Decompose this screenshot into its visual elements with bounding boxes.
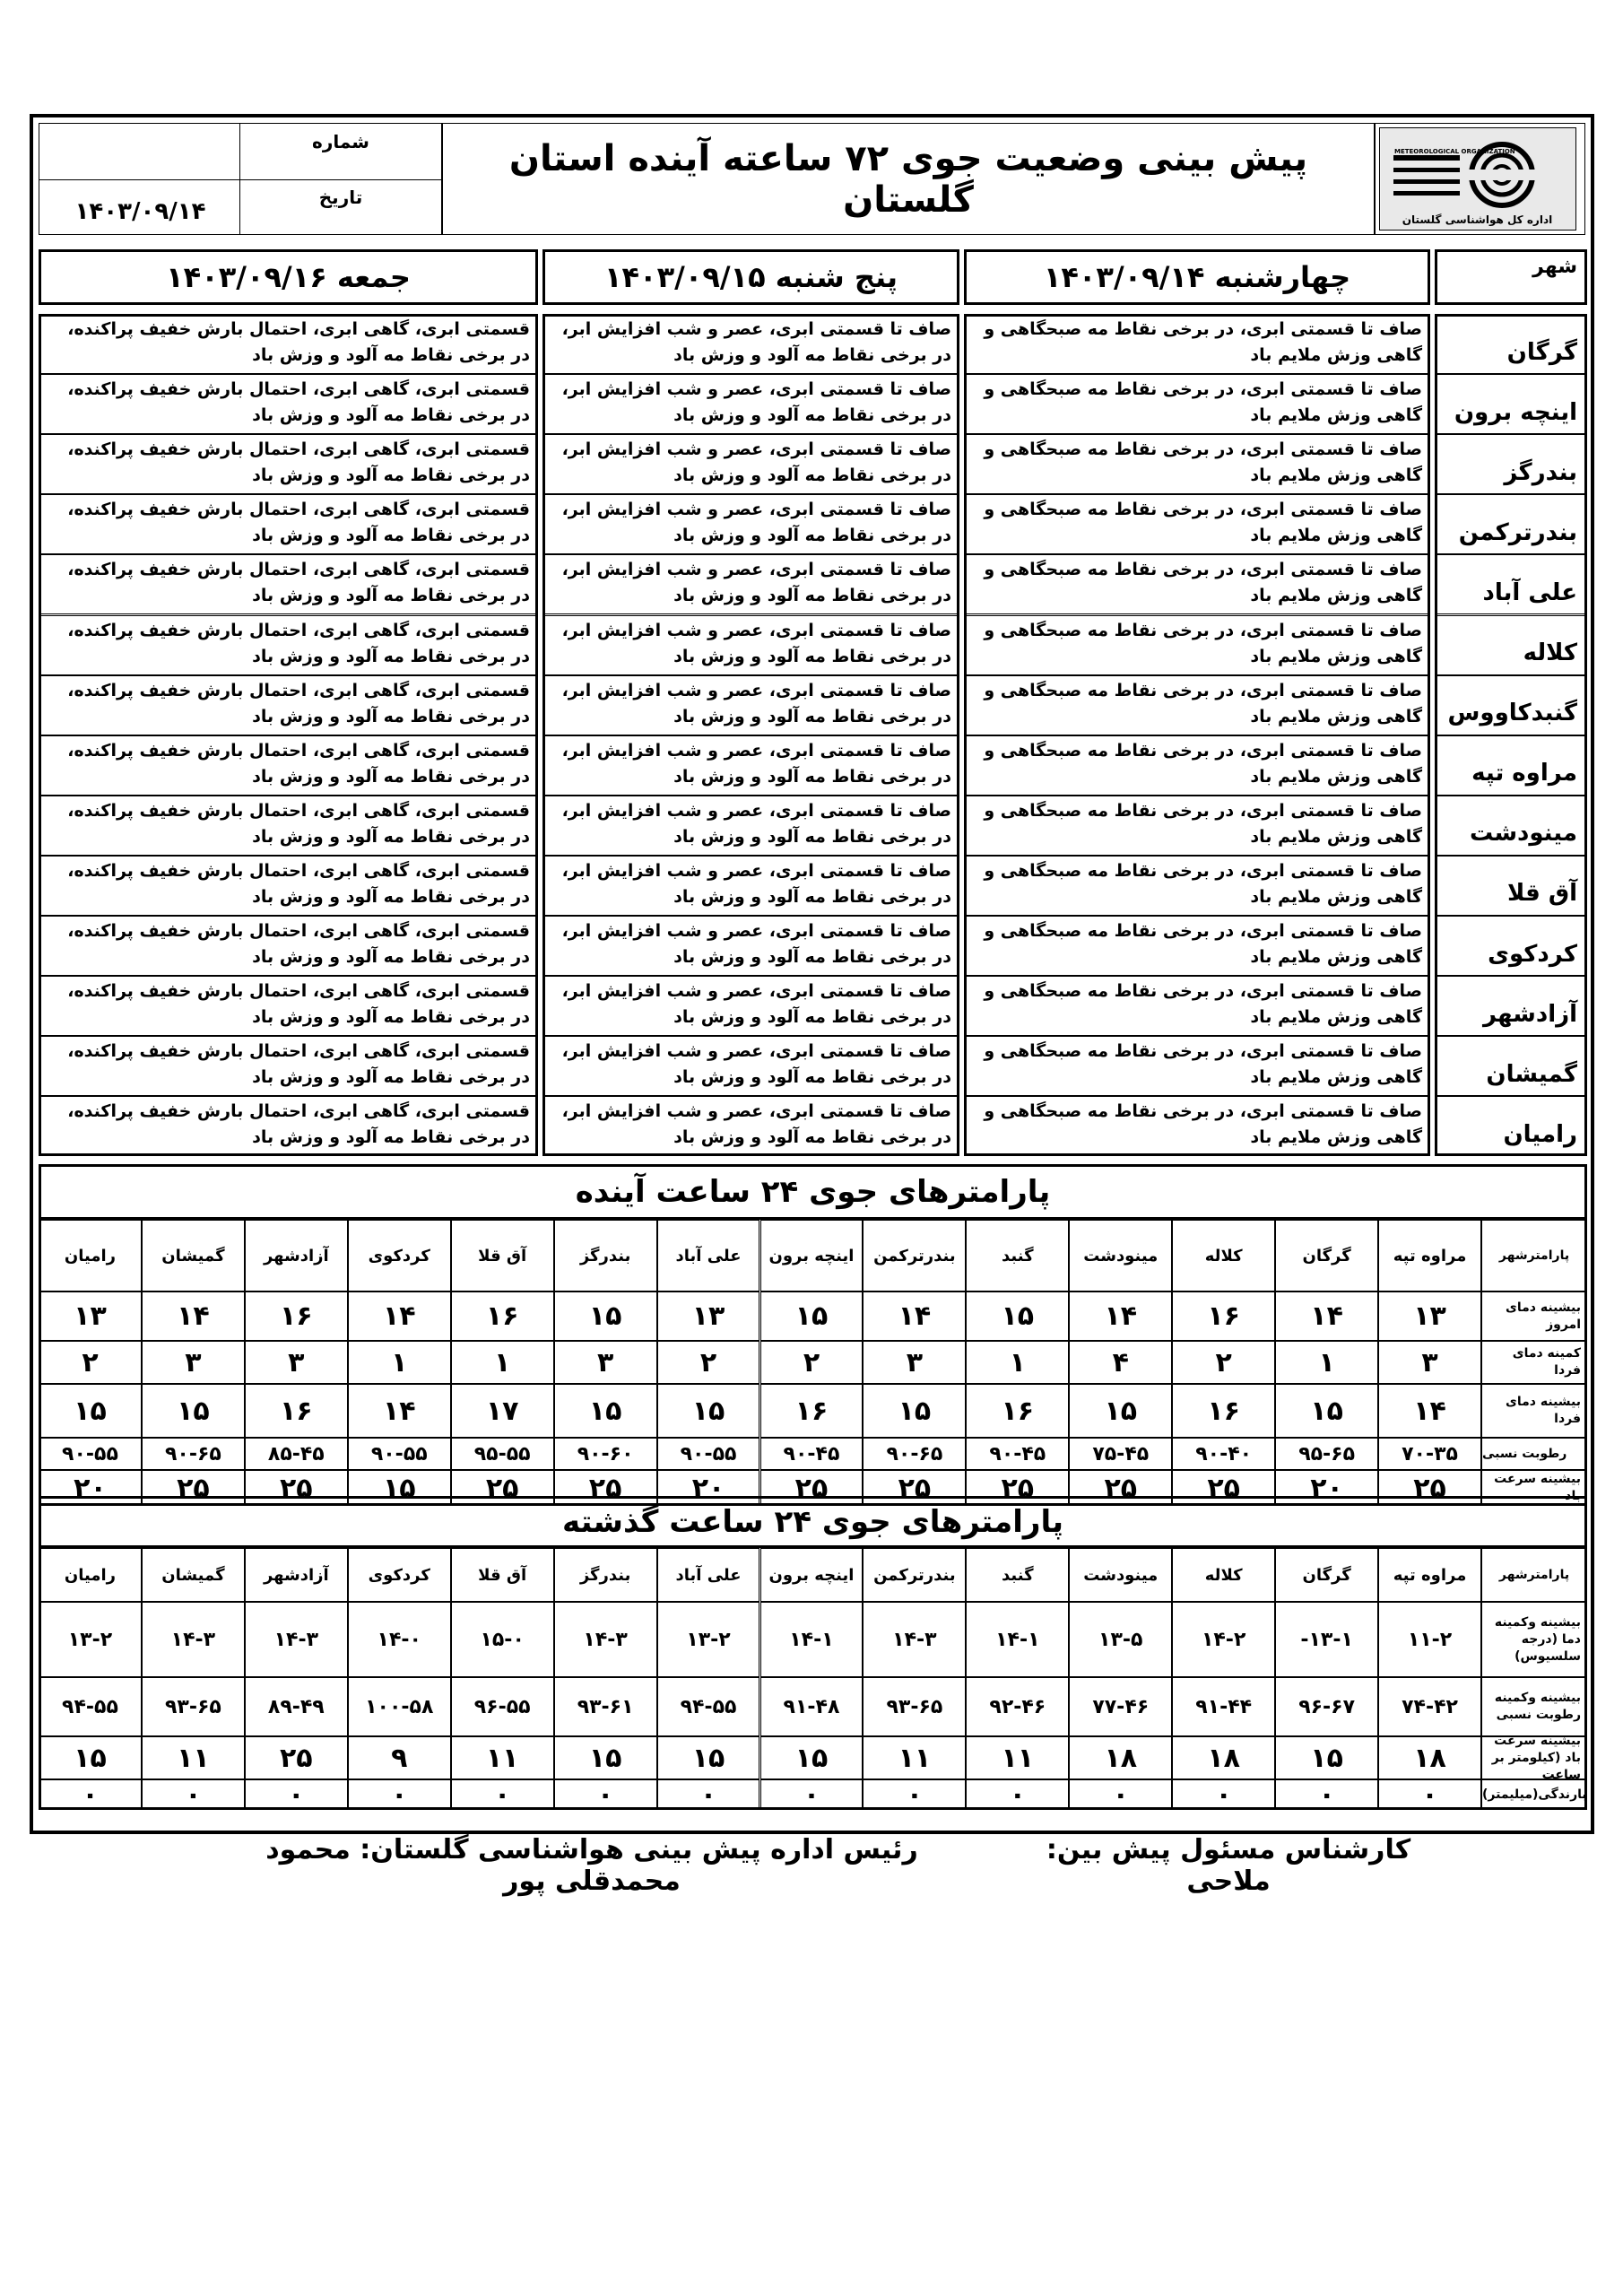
- param-value: ۱۰۰-۵۸: [348, 1677, 451, 1736]
- param-value: ۱۵: [39, 1736, 142, 1779]
- forecast-text: صاف تا قسمتی ابری، در برخی نقاط مه صبحگاهی و گاهی وزش ملایم باد: [964, 916, 1430, 976]
- param-value: ۱۳-۲: [657, 1602, 760, 1677]
- param-value: ۲: [1172, 1341, 1275, 1384]
- param-value: ۹۶-۶۷: [1275, 1677, 1378, 1736]
- param-value: ۱۱: [142, 1736, 245, 1779]
- forecast-text: قسمتی ابری، گاهی ابری، احتمال بارش خفیف پراکنده، در برخی نقاط مه آلود و وزش باد: [39, 554, 538, 614]
- param-value: ۹۶-۵۵: [451, 1677, 554, 1736]
- date-value: ۱۴۰۳/۰۹/۱۴: [74, 198, 206, 225]
- city-header: بندرگز: [554, 1548, 657, 1602]
- param-value: ۱۴-۳: [554, 1602, 657, 1677]
- param-value: ۱۵: [1275, 1384, 1378, 1438]
- city-name: گمیشان: [1435, 1036, 1587, 1096]
- forecast-text: صاف تا قسمتی ابری، در برخی نقاط مه صبحگاهی و گاهی وزش ملایم باد: [964, 434, 1430, 494]
- param-value: ۱۳: [1378, 1292, 1481, 1341]
- param-value: ۱۳: [39, 1292, 142, 1341]
- forecast-text: صاف تا قسمتی ابری، در برخی نقاط مه صبحگاهی و گاهی وزش ملایم باد: [964, 554, 1430, 614]
- date-label: تاریخ: [239, 179, 441, 235]
- city-header: کلاله: [1172, 1220, 1275, 1292]
- forecast-text: صاف تا قسمتی ابری، در برخی نقاط مه صبحگاهی و گاهی وزش ملایم باد: [964, 374, 1430, 434]
- param-value: ۱۵: [39, 1384, 142, 1438]
- param-value: ۲۵: [451, 1470, 554, 1506]
- param-value: ۹۳-۶۱: [554, 1677, 657, 1736]
- param-value: ۱۶: [1172, 1384, 1275, 1438]
- forecast-text: قسمتی ابری، گاهی ابری، احتمال بارش خفیف پراکنده، در برخی نقاط مه آلود و وزش باد: [39, 314, 538, 374]
- city-header: آزادشهر: [245, 1220, 348, 1292]
- head-signature: رئیس اداره پیش بینی هواشناسی گلستان: محمود محمدقلی پور: [265, 1834, 918, 1897]
- forecast-text: صاف تا قسمتی ابری، عصر و شب افزایش ابر، در برخی نقاط مه آلود و وزش باد: [542, 615, 959, 675]
- param-value: ۹۲-۴۶: [966, 1677, 1069, 1736]
- param-value: ۰: [451, 1779, 554, 1810]
- forecast-text: صاف تا قسمتی ابری، عصر و شب افزایش ابر، در برخی نقاط مه آلود و وزش باد: [542, 494, 959, 554]
- logo-org-text: METEOROLOGICAL ORGANIZATION: [1394, 148, 1515, 155]
- forecast-text: صاف تا قسمتی ابری، عصر و شب افزایش ابر، در برخی نقاط مه آلود و وزش باد: [542, 554, 959, 614]
- city-name: گرگان: [1435, 314, 1587, 374]
- logo-caption: اداره کل هواشناسی گلستان: [1402, 213, 1553, 226]
- param-value: ۹: [348, 1736, 451, 1779]
- city-name: بندرترکمن: [1435, 494, 1587, 554]
- page-title: پیش بینی وضعیت جوی ۷۲ ساعته آینده استان گلستان: [442, 123, 1375, 235]
- forecast-text: صاف تا قسمتی ابری، در برخی نقاط مه صبحگاهی و گاهی وزش ملایم باد: [964, 976, 1430, 1036]
- forecast-text: صاف تا قسمتی ابری، عصر و شب افزایش ابر، در برخی نقاط مه آلود و وزش باد: [542, 796, 959, 856]
- param-value: ۳: [863, 1341, 966, 1384]
- forecast-text: صاف تا قسمتی ابری، عصر و شب افزایش ابر، در برخی نقاط مه آلود و وزش باد: [542, 976, 959, 1036]
- param-value: ۲۰: [1275, 1470, 1378, 1506]
- city-name: گنبدکاووس: [1435, 675, 1587, 735]
- param-value: ۸۹-۴۹: [245, 1677, 348, 1736]
- param-value: ۱۴-۰: [348, 1602, 451, 1677]
- city-header: کلاله: [1172, 1548, 1275, 1602]
- day-header: چهارشنبه ۱۴۰۳/۰۹/۱۴: [964, 249, 1430, 305]
- forecast-text: قسمتی ابری، گاهی ابری، احتمال بارش خفیف پراکنده، در برخی نقاط مه آلود و وزش باد: [39, 976, 538, 1036]
- param-value: ۱۴-۳: [245, 1602, 348, 1677]
- param-value: ۲: [657, 1341, 760, 1384]
- param-value: ۱۵: [966, 1292, 1069, 1341]
- param-value: ۱۶: [760, 1384, 864, 1438]
- param-value: ۲: [39, 1341, 142, 1384]
- param-value: ۰: [657, 1779, 760, 1810]
- city-name: اینچه برون: [1435, 374, 1587, 434]
- param-value: ۹۰-۵۵: [657, 1438, 760, 1470]
- forecast-text: صاف تا قسمتی ابری، در برخی نقاط مه صبحگاهی و گاهی وزش ملایم باد: [964, 735, 1430, 796]
- param-value: ۲۵: [1378, 1470, 1481, 1506]
- city-name: کلاله: [1435, 615, 1587, 675]
- city-header: گرگان: [1275, 1548, 1378, 1602]
- param-value: ۹۰-۵۵: [39, 1438, 142, 1470]
- param-value: ۹۱-۴۴: [1172, 1677, 1275, 1736]
- forecast-text: قسمتی ابری، گاهی ابری، احتمال بارش خفیف پراکنده، در برخی نقاط مه آلود و وزش باد: [39, 494, 538, 554]
- city-header: کردکوی: [348, 1220, 451, 1292]
- city-name: علی آباد: [1435, 554, 1587, 614]
- param-value: ۲۵: [1069, 1470, 1172, 1506]
- param-value: ۱۴-۳: [863, 1602, 966, 1677]
- table-outline: [39, 1496, 1587, 1810]
- forecast-text: صاف تا قسمتی ابری، عصر و شب افزایش ابر، در برخی نقاط مه آلود و وزش باد: [542, 735, 959, 796]
- city-header: گنبد: [966, 1220, 1069, 1292]
- forecast-text: صاف تا قسمتی ابری، در برخی نقاط مه صبحگاهی و گاهی وزش ملایم باد: [964, 1096, 1430, 1156]
- city-header: مراوه تپه: [1378, 1548, 1481, 1602]
- param-value: ۱۴-۳: [142, 1602, 245, 1677]
- row-label: بیشینه وکمینه رطوبت نسبی: [1481, 1677, 1587, 1736]
- param-value: ۱۵: [348, 1470, 451, 1506]
- city-header: گمیشان: [142, 1548, 245, 1602]
- table-outline: [39, 1164, 1587, 1506]
- param-value: ۲۵: [1172, 1470, 1275, 1506]
- city-name: آزادشهر: [1435, 976, 1587, 1036]
- city-header: آق قلا: [451, 1220, 554, 1292]
- param-value: ۱۸: [1378, 1736, 1481, 1779]
- forecast-text: صاف تا قسمتی ابری، عصر و شب افزایش ابر، در برخی نقاط مه آلود و وزش باد: [542, 916, 959, 976]
- city-header: اینچه برون: [760, 1220, 864, 1292]
- corner-header: پارامترشهر: [1481, 1220, 1587, 1292]
- param-value: ۳: [245, 1341, 348, 1384]
- param-value: ۰: [1378, 1779, 1481, 1810]
- city-name: رامیان: [1435, 1096, 1587, 1156]
- param-value: ۰: [554, 1779, 657, 1810]
- city-header: اینچه برون: [760, 1548, 864, 1602]
- city-header: کردکوی: [348, 1548, 451, 1602]
- city-header: رامیان: [39, 1548, 142, 1602]
- forecast-text: قسمتی ابری، گاهی ابری، احتمال بارش خفیف پراکنده، در برخی نقاط مه آلود و وزش باد: [39, 374, 538, 434]
- table-title: پارامترهای جوی ۲۴ ساعت آینده: [39, 1164, 1587, 1220]
- param-value: ۱: [1275, 1341, 1378, 1384]
- city-header: گنبد: [966, 1548, 1069, 1602]
- param-value: ۱۵: [554, 1292, 657, 1341]
- param-value: ۲۰: [39, 1470, 142, 1506]
- param-value: ۲۵: [142, 1470, 245, 1506]
- city-header: بندرگز: [554, 1220, 657, 1292]
- param-value: ۲: [760, 1341, 864, 1384]
- param-value: ۰: [348, 1779, 451, 1810]
- param-value: ۱۸: [1172, 1736, 1275, 1779]
- param-value: ۱۵: [760, 1736, 864, 1779]
- param-value: ۱۶: [1172, 1292, 1275, 1341]
- expert-signature: کارشناس مسئول پیش بین: ملاحی: [1046, 1834, 1411, 1897]
- param-value: ۱۴-۱: [760, 1602, 864, 1677]
- forecast-text: قسمتی ابری، گاهی ابری، احتمال بارش خفیف پراکنده، در برخی نقاط مه آلود و وزش باد: [39, 735, 538, 796]
- forecast-text: صاف تا قسمتی ابری، عصر و شب افزایش ابر، در برخی نقاط مه آلود و وزش باد: [542, 675, 959, 735]
- forecast-text: صاف تا قسمتی ابری، در برخی نقاط مه صبحگاهی و گاهی وزش ملایم باد: [964, 1036, 1430, 1096]
- param-value: ۹۴-۵۵: [39, 1677, 142, 1736]
- forecast-text: صاف تا قسمتی ابری، عصر و شب افزایش ابر، در برخی نقاط مه آلود و وزش باد: [542, 856, 959, 916]
- param-value: ۹۰-۴۵: [760, 1438, 864, 1470]
- param-value: ۰: [142, 1779, 245, 1810]
- city-header: گرگان: [1275, 1220, 1378, 1292]
- param-value: ۹۳-۶۵: [142, 1677, 245, 1736]
- param-value: ۱۵: [1275, 1736, 1378, 1779]
- city-name: بندرگز: [1435, 434, 1587, 494]
- forecast-text: قسمتی ابری، گاهی ابری، احتمال بارش خفیف پراکنده، در برخی نقاط مه آلود و وزش باد: [39, 1036, 538, 1096]
- param-value: ۲۵: [760, 1470, 864, 1506]
- row-label: بیشینه دمای امروز: [1481, 1292, 1587, 1341]
- param-value: ۷۴-۴۲: [1378, 1677, 1481, 1736]
- param-value: ۱۷: [451, 1384, 554, 1438]
- city-header: مینودشت: [1069, 1220, 1172, 1292]
- param-value: ۱: [348, 1341, 451, 1384]
- number-label: شماره: [239, 124, 441, 179]
- day-header: پنج شنبه ۱۴۰۳/۰۹/۱۵: [542, 249, 959, 305]
- forecast-text: صاف تا قسمتی ابری، در برخی نقاط مه صبحگاهی و گاهی وزش ملایم باد: [964, 856, 1430, 916]
- forecast-text: صاف تا قسمتی ابری، عصر و شب افزایش ابر، در برخی نقاط مه آلود و وزش باد: [542, 1096, 959, 1156]
- city-header: مینودشت: [1069, 1548, 1172, 1602]
- city-header: شهر: [1435, 249, 1587, 305]
- param-value: ۱۵: [1069, 1384, 1172, 1438]
- forecast-text: صاف تا قسمتی ابری، عصر و شب افزایش ابر، در برخی نقاط مه آلود و وزش باد: [542, 1036, 959, 1096]
- param-value: ۰: [863, 1779, 966, 1810]
- param-value: ۱۱: [863, 1736, 966, 1779]
- param-value: ۱: [451, 1341, 554, 1384]
- row-label: بارندگی(میلیمتر): [1481, 1779, 1587, 1810]
- param-value: ۱۱: [451, 1736, 554, 1779]
- param-value: ۹۵-۵۵: [451, 1438, 554, 1470]
- param-value: ۱۵: [554, 1736, 657, 1779]
- forecast-text: صاف تا قسمتی ابری، در برخی نقاط مه صبحگاهی و گاهی وزش ملایم باد: [964, 675, 1430, 735]
- forecast-text: قسمتی ابری، گاهی ابری، احتمال بارش خفیف پراکنده، در برخی نقاط مه آلود و وزش باد: [39, 1096, 538, 1156]
- param-value: ۱۵: [657, 1384, 760, 1438]
- param-value: ۷۷-۴۶: [1069, 1677, 1172, 1736]
- row-label: کمینه دمای فردا: [1481, 1341, 1587, 1384]
- city-header: علی آباد: [657, 1220, 760, 1292]
- param-value: ۱۴: [348, 1384, 451, 1438]
- param-value: ۱۵-۰: [451, 1602, 554, 1677]
- param-value: ۲۵: [245, 1736, 348, 1779]
- param-value: ۱۱: [966, 1736, 1069, 1779]
- city-header: بندرترکمن: [863, 1548, 966, 1602]
- row-label: بیشینه وکمینه دما (درجه سلسیوس): [1481, 1602, 1587, 1677]
- city-name: مراوه تپه: [1435, 735, 1587, 796]
- city-name: کردکوی: [1435, 916, 1587, 976]
- param-value: ۰: [966, 1779, 1069, 1810]
- param-value: ۲۵: [554, 1470, 657, 1506]
- city-header: آق قلا: [451, 1548, 554, 1602]
- city-header: رامیان: [39, 1220, 142, 1292]
- param-value: ۱۴: [1378, 1384, 1481, 1438]
- forecast-text: صاف تا قسمتی ابری، در برخی نقاط مه صبحگاهی و گاهی وزش ملایم باد: [964, 615, 1430, 675]
- city-name: آق قلا: [1435, 856, 1587, 916]
- forecast-text: صاف تا قسمتی ابری، در برخی نقاط مه صبحگاهی و گاهی وزش ملایم باد: [964, 494, 1430, 554]
- param-value: ۱: [966, 1341, 1069, 1384]
- param-value: ۹۰-۴۰: [1172, 1438, 1275, 1470]
- param-value: ۰: [1069, 1779, 1172, 1810]
- param-value: ۲۵: [966, 1470, 1069, 1506]
- param-value: ۱۴-۲: [1172, 1602, 1275, 1677]
- param-value: ۹۴-۵۵: [657, 1677, 760, 1736]
- param-value: ۸۵-۴۵: [245, 1438, 348, 1470]
- forecast-text: قسمتی ابری، گاهی ابری، احتمال بارش خفیف پراکنده، در برخی نقاط مه آلود و وزش باد: [39, 434, 538, 494]
- param-value: ۲۵: [245, 1470, 348, 1506]
- forecast-text: صاف تا قسمتی ابری، عصر و شب افزایش ابر، در برخی نقاط مه آلود و وزش باد: [542, 374, 959, 434]
- param-value: ۱۳-۲: [39, 1602, 142, 1677]
- row-label: بیشینه دمای فردا: [1481, 1384, 1587, 1438]
- param-value: ۱۴: [863, 1292, 966, 1341]
- param-value: ۱۴: [142, 1292, 245, 1341]
- forecast-text: قسمتی ابری، گاهی ابری، احتمال بارش خفیف پراکنده، در برخی نقاط مه آلود و وزش باد: [39, 615, 538, 675]
- table-title: پارامترهای جوی ۲۴ ساعت گذشته: [39, 1496, 1587, 1548]
- param-value: ۱۸: [1069, 1736, 1172, 1779]
- param-value: ۲۰: [657, 1470, 760, 1506]
- param-value: ۳: [1378, 1341, 1481, 1384]
- param-value: ۱۶: [245, 1292, 348, 1341]
- row-label: بیشینه سرعت باد: [1481, 1470, 1587, 1506]
- param-value: ۱۱-۲: [1378, 1602, 1481, 1677]
- param-value: ۹۵-۶۵: [1275, 1438, 1378, 1470]
- param-value: ۹۰-۶۵: [863, 1438, 966, 1470]
- param-value: ۹۰-۴۵: [966, 1438, 1069, 1470]
- param-value: ۹۰-۶۰: [554, 1438, 657, 1470]
- param-value: ۱۵: [142, 1384, 245, 1438]
- param-value: ۰: [1275, 1779, 1378, 1810]
- day-header: جمعه ۱۴۰۳/۰۹/۱۶: [39, 249, 538, 305]
- param-value: ۱۳-۵: [1069, 1602, 1172, 1677]
- logo: [1379, 127, 1576, 230]
- param-value: ۱۴: [1275, 1292, 1378, 1341]
- param-value: ۱۳-۱-: [1275, 1602, 1378, 1677]
- param-value: ۰: [245, 1779, 348, 1810]
- param-value: ۱۵: [657, 1736, 760, 1779]
- param-value: ۹۳-۶۵: [863, 1677, 966, 1736]
- city-name: مینودشت: [1435, 796, 1587, 856]
- forecast-text: صاف تا قسمتی ابری، در برخی نقاط مه صبحگاهی و گاهی وزش ملایم باد: [964, 314, 1430, 374]
- city-header: مراوه تپه: [1378, 1220, 1481, 1292]
- param-value: ۰: [760, 1779, 864, 1810]
- param-value: ۹۰-۶۵: [142, 1438, 245, 1470]
- city-header: بندرترکمن: [863, 1220, 966, 1292]
- param-value: ۱۴-۱: [966, 1602, 1069, 1677]
- param-value: ۰: [1172, 1779, 1275, 1810]
- param-value: ۱۳: [657, 1292, 760, 1341]
- row-label: بیشینه سرعت باد (کیلومتر بر ساعت: [1481, 1736, 1587, 1779]
- param-value: ۰: [39, 1779, 142, 1810]
- param-value: ۳: [142, 1341, 245, 1384]
- meta-box: [39, 123, 442, 235]
- forecast-text: قسمتی ابری، گاهی ابری، احتمال بارش خفیف پراکنده، در برخی نقاط مه آلود و وزش باد: [39, 796, 538, 856]
- param-value: ۴: [1069, 1341, 1172, 1384]
- forecast-text: صاف تا قسمتی ابری، عصر و شب افزایش ابر، در برخی نقاط مه آلود و وزش باد: [542, 434, 959, 494]
- param-value: ۹۱-۴۸: [760, 1677, 864, 1736]
- number-value: [39, 124, 241, 179]
- city-header: گمیشان: [142, 1220, 245, 1292]
- forecast-text: صاف تا قسمتی ابری، عصر و شب افزایش ابر، در برخی نقاط مه آلود و وزش باد: [542, 314, 959, 374]
- corner-header: پارامترشهر: [1481, 1548, 1587, 1602]
- param-value: ۳: [554, 1341, 657, 1384]
- row-label: رطوبت نسبی: [1481, 1438, 1587, 1470]
- forecast-text: قسمتی ابری، گاهی ابری، احتمال بارش خفیف پراکنده، در برخی نقاط مه آلود و وزش باد: [39, 856, 538, 916]
- forecast-text: صاف تا قسمتی ابری، در برخی نقاط مه صبحگاهی و گاهی وزش ملایم باد: [964, 796, 1430, 856]
- param-value: ۱۶: [451, 1292, 554, 1341]
- param-value: ۱۴: [348, 1292, 451, 1341]
- param-value: ۷۰-۳۵: [1378, 1438, 1481, 1470]
- param-value: ۹۰-۵۵: [348, 1438, 451, 1470]
- param-value: ۱۴: [1069, 1292, 1172, 1341]
- city-header: علی آباد: [657, 1548, 760, 1602]
- param-value: ۱۵: [863, 1384, 966, 1438]
- param-value: ۱۵: [760, 1292, 864, 1341]
- forecast-text: قسمتی ابری، گاهی ابری، احتمال بارش خفیف پراکنده، در برخی نقاط مه آلود و وزش باد: [39, 675, 538, 735]
- forecast-text: قسمتی ابری، گاهی ابری، احتمال بارش خفیف پراکنده، در برخی نقاط مه آلود و وزش باد: [39, 916, 538, 976]
- param-value: ۲۵: [863, 1470, 966, 1506]
- city-header: آزادشهر: [245, 1548, 348, 1602]
- param-value: ۱۵: [554, 1384, 657, 1438]
- param-value: ۱۶: [966, 1384, 1069, 1438]
- param-value: ۱۶: [245, 1384, 348, 1438]
- param-value: ۷۵-۴۵: [1069, 1438, 1172, 1470]
